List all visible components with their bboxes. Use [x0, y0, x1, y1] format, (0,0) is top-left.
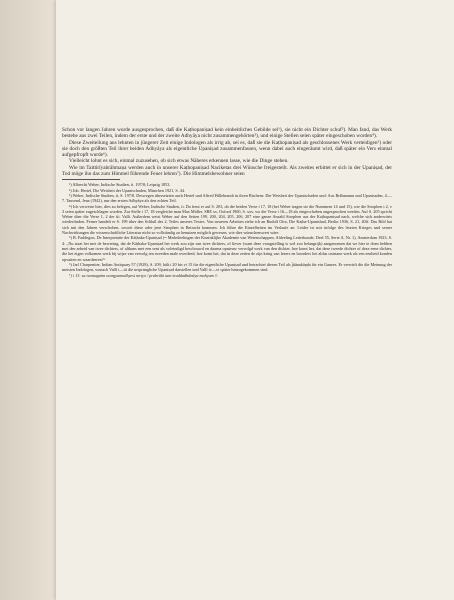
body-paragraph: Vielleicht lohnt es sich, einmal zuzusehen, ob sich etwas Näheres erkennen lasse, wie die Dinge stehen. — [69, 158, 289, 165]
footnote: ⁴) Ich verweise hier, dies zu belegen, auf Weber, Indische Studien, ii. Da freut er auf S. 203, ob die beiden Verse i 17, 18 (bei Weber tragen sie die Nummern 14 und 15), wie die Strophen i 2, v 3 seien später zugeschlagen worden. Zur Stelle i 17, 18 vergleiche man Max Müller, SBE xv, Oxford 1900, S. xxv, wo die Verse i 16—18 als eingeschoben angesprochen werden. Auf S. 205 spricht Weber über die Verse 1, 2 der iii. Valli. Außerdem weist Weber auf den Seiten 199, 200, 204, 205, 206, 207 eine ganze Anzahl Strophen aus der Kaṭhopaniṣad nach, welche sich anderwärts wiederfinden. Ferner handelt er S. 199 über den Schluß des 2. Teiles unseres Textes. Von neueren Arbeiten ziehe ich an Rudolf Otto, Die Kaṭha-Upanishad, Berlin 1936, S. 21, 40ff. Das Bild hat sich mit den Jahren verschoben, soweit diese oder jene Strophen in Betracht kommen. Ich führe die Einzelheiten im Verlaufe an. Leider ist mir infolge des letzten Krieges und seiner Nachwirkungen die wissenschaftliche Literatur nicht so vollständig zu benutzen möglich gewesen, wie dies wünschenswert wäre. — [62, 203, 392, 236]
footnotes — [62, 182, 392, 278]
footnote: ²) Joh. Hertel, Die Weisheit der Upanischaden, München 1921, S. 44. — [69, 187, 185, 193]
body-paragraph: Schon vor langen Jahren wurde ausgesprochen, daß die Kaṭhopaniṣad kein einheitliches Gebilde sei¹), sie nicht ein Dichter schuf²). Man fand, das Werk bestehe aus zwei Teilen, indem der erste und der zweite Adhyāya nicht zusammengehörten³), und einige Stellen seien später eingeschoben worden⁴). — [62, 127, 392, 140]
body-text — [62, 127, 392, 177]
footnote: ³) Weber, Indische Studien, ii, S. 197/8. Deswegen übersetzten auch Hertel und Alfred Hillebrandt in ihren Büchern: Die Weisheit der Upanischaden und: Aus Brâhmanas und Upanisaden, 4.—7. Tausend, Jena (1942), nur den ersten Adhyāya als den echten Teil. — [62, 192, 392, 204]
book-page — [56, 0, 454, 600]
body-paragraph: Diese Zweiteilung aus lehnten in jüngerer Zeit einige Indologen als irrig ab, sei es, daß sie die Kaṭhopaniṣad als geschlossenes Werk verteidigen⁵) oder sie doch den größten Teil ihrer beiden Adhyāya als eigentliche Upaniṣad zusammenfassen, wenn dabei auch eingeräumt wird, daß später ein Vers einmal aufgepfropft wurde⁶). — [62, 139, 392, 159]
body-paragraph: Wie im Taittirīyabrāhmaṇa werden auch in unserer Kaṭhopaniṣad Naciketas drei Wünsche freigestellt. Als zweites erbittet er sich in der Upaniṣad, der Tod möge ihn das zum Himmel führende Feuer lehren⁷). Die Himmelsbewohner seien — [62, 164, 392, 178]
footnote-divider — [62, 179, 120, 180]
footnote: ¹) Albrecht Weber, Indische Studien, ii. 197/8; Leipzig 1853. — [69, 182, 171, 188]
footnote: ⁶) Jarl Charpentier, Indian Antiquary 57 (1928), S. 209, hält i 20 bis vi 15 für die eigentliche Upaniṣad und betrachtet diesen Teil als j̄ūānakāṇḍa für ein Ganzes. Er verwirft die die Meinung der meisten Indologen, wonach Vallī i—iii die ursprüngliche Upaniṣad darstellen und Vallī iv—vi später hinzugekommen sind. — [62, 261, 392, 273]
footnote: ⁵) B. Faddegon, De Interpretatie der Kāṭhaka-Upaniṣad (= Mededeelingen der Koninklijke Akademie van Wetenschappen, Afdeeling Letterkunde, Deel 55, Serie A, Nr. 1), Amsterdam 1923, S. 4: „Nu staat het met de bewering, dat de Kāṭhaka-Upaniṣad het werk zou zijn van twee dichters, of liever (want deze vraagstelling is wel zoo belangrijk) aangenomen dat we hier te doen hebben met den arbeid van twee dichters, of althans met een sent als voleindigd beschouwd en daarna opnieuw vervolgd werk van den dichter, hoe komt het, dat deze tweede dichter of deze eene dichter, die het eigen volkomen werk bij wijze van vervolg ten tweeden male overdeed, hoe komt het, dat in deze zetten de zijn kring van lezers en hoorders het aldus ontstane werk als een eenheid konden opvatten en waardeeren?“ — [62, 235, 392, 262]
footnote-verse: ⁷) i 13: sa tvamagnim svargyamadhyesi mrtyo / prabrūhi tam śraddadhānāya mahyam //. — [69, 273, 219, 279]
page-edge — [0, 0, 62, 600]
page-content — [62, 127, 392, 279]
